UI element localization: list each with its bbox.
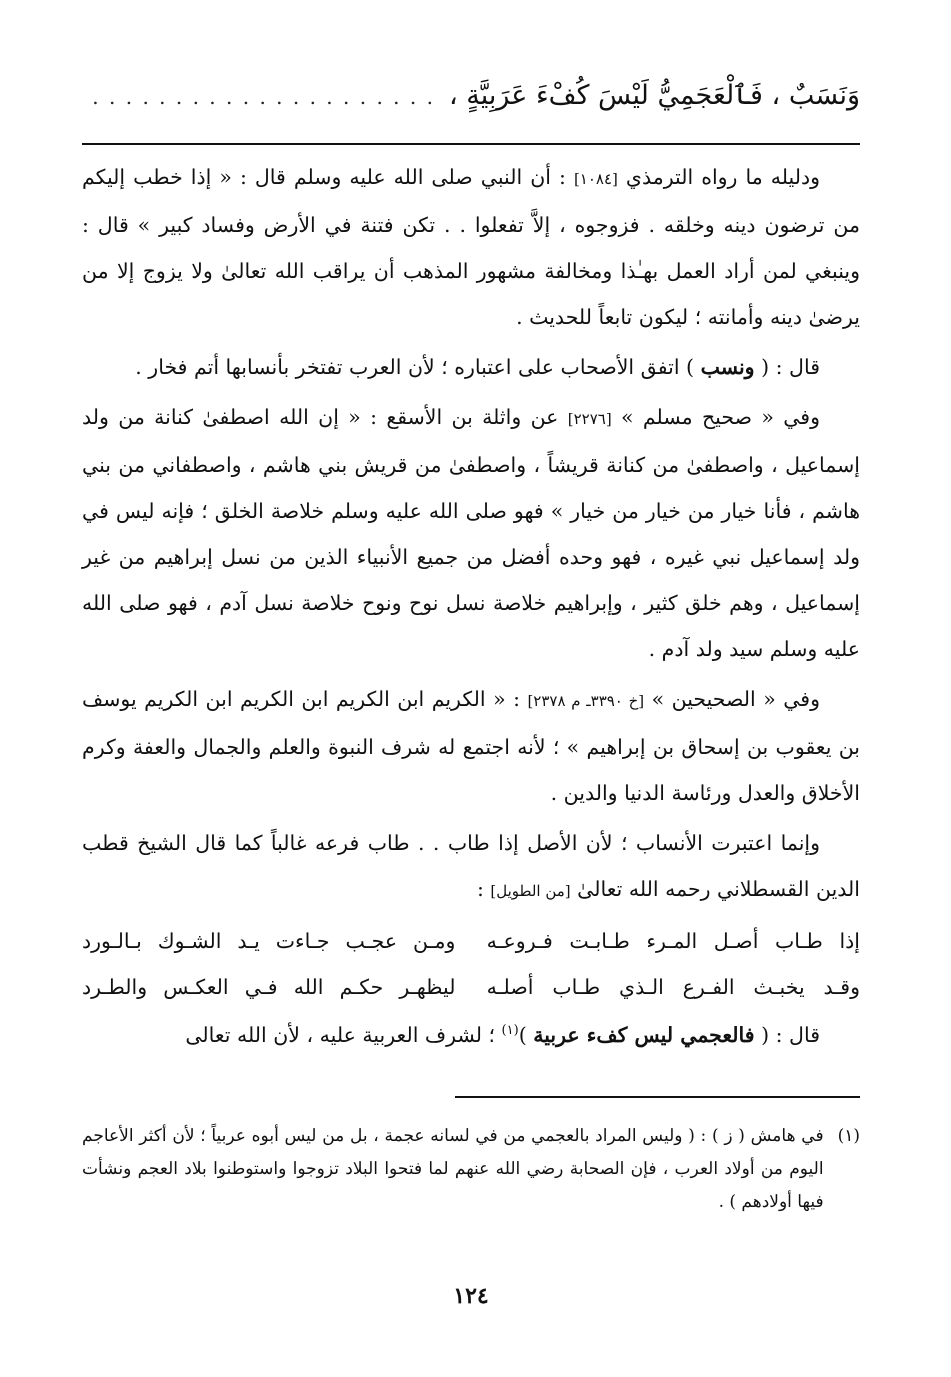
poem-verse bbox=[82, 918, 860, 964]
paragraph-text: قال : ( bbox=[754, 355, 820, 379]
paragraph-text: ) اتفق الأصحاب على اعتباره ؛ لأن العرب تفتخر بأنسابها أتم فخار . bbox=[135, 355, 701, 379]
paragraph-text: : bbox=[476, 877, 491, 901]
poem bbox=[82, 918, 860, 1010]
matn-term: فالعجمي ليس كفء عربية bbox=[533, 1023, 755, 1047]
hadith-reference: [١٠٨٤] bbox=[573, 170, 618, 188]
running-header-title: وَنَسَبٌ ، فَٱلْعَجَمِيُّ لَيْسَ كُفْءَ عَرَبِيَّةٍ ، bbox=[448, 80, 860, 111]
paragraph-nasab bbox=[82, 344, 860, 390]
main-text bbox=[82, 154, 860, 1058]
footnote-marker-link[interactable]: (١) bbox=[501, 1023, 519, 1039]
paragraph-text: ) bbox=[518, 1023, 534, 1047]
footnote bbox=[82, 1120, 860, 1219]
verse-first-hemistich: إذا طـاب أصـل المـرء طـابـت فـروعـه bbox=[486, 929, 860, 953]
meter-reference: [من الطويل] bbox=[490, 882, 571, 900]
running-header bbox=[82, 72, 860, 124]
page-number: ١٢٤ bbox=[453, 1283, 489, 1309]
paragraph-sahih-muslim bbox=[82, 394, 860, 672]
verse-second-hemistich: ليظهـر حكـم الله فـي العكـس والطـرد bbox=[82, 975, 456, 999]
paragraph-text: : « الكريم ابن الكريم ابن الكريم ابن الكريم يوسف بن يعقوب بن إسحاق بن إبراهيم » ؛ لأنه اجتمع له شرف النبوة والعلم والجمال والعفة وكرم الأخلاق والعدل ورئاسة الدنيا والدين . bbox=[82, 687, 860, 805]
footnote-divider bbox=[455, 1096, 860, 1098]
paragraph-text: وفي « الصحيحين » bbox=[644, 687, 820, 711]
paragraph-text: : أن النبي صلى الله عليه وسلم قال : « إذا خطب إليكم من ترضون دينه وخلقه . فزوجوه ، إلاَّ تفعلوا . . تكن فتنة في الأرض وفساد كبير » قال : وينبغي لمن أراد العمل بهـٰذا ومخالفة مشهور المذهب أن يراقب الله تعالىٰ ولا يزوج إلا من يرضىٰ دينه وأمانته ؛ ليكون تابعاً للحديث . bbox=[82, 165, 860, 329]
poem-verse bbox=[82, 964, 860, 1010]
book-page bbox=[82, 0, 860, 1377]
paragraph-ansab bbox=[82, 820, 860, 914]
paragraph-ajami bbox=[82, 1012, 860, 1058]
footnote-text: في هامش ( ز ) : ( وليس المراد بالعجمي من في لسانه عجمة ، بل من ليس أبوه عربياً ؛ لأن أكثر الأعاجم اليوم من أولاد العرب ، فإن الصحابة رضي الله عنهم لما فتحوا البلاد تزوجوا واستوطنوا بلاد العجم ونشأت فيها أولادهم ) . bbox=[82, 1126, 824, 1212]
hadith-reference: [خ ٣٣٩٠ـ م ٢٣٧٨] bbox=[527, 692, 645, 710]
paragraph-sahihayn bbox=[82, 676, 860, 816]
paragraph-text: وفي « صحيح مسلم » bbox=[611, 405, 820, 429]
paragraph-text: قال : ( bbox=[754, 1023, 820, 1047]
paragraph-tirmidhi-hadith bbox=[82, 154, 860, 340]
paragraph-text: عن واثلة بن الأسقع : « إن الله اصطفىٰ كنانة من ولد إسماعيل ، واصطفىٰ من كنانة قريشاً ، واصطفىٰ من قريش بني هاشم ، واصطفاني من بني هاشم ، فأنا خيار من خيار من خيار » فهو صلى الله عليه وسلم خلاصة الخلق ؛ فإنه ليس في ولد إسماعيل نبي غيره ، فهو وحده أفضل من جميع الأنبياء الذين من نسل إبراهيم من غير إسماعيل ، وهم خلق كثير ، وإبراهيم خلاصة نسل نوح ونوح خلاصة نسل آدم ، فهو صلى الله عليه وسلم سيد ولد آدم . bbox=[82, 405, 860, 661]
footnote-number: (١) bbox=[837, 1126, 860, 1146]
paragraph-text: وإنما اعتبرت الأنساب ؛ لأن الأصل إذا طاب . . طاب فرعه غالباً كما قال الشيخ قطب الدين القسطلاني رحمه الله تعالىٰ bbox=[82, 831, 860, 901]
running-header-dots: . . . . . . . . . . . . . . . . . . . . . bbox=[92, 85, 435, 109]
paragraph-text: ودليله ما رواه الترمذي bbox=[617, 165, 820, 189]
matn-term: ونسب bbox=[700, 355, 755, 379]
verse-first-hemistich: وقـد يخبـث الفـرع الـذي طـاب أصلـه bbox=[486, 975, 860, 999]
paragraph-text: ؛ لشرف العربية عليه ، لأن الله تعالى bbox=[185, 1023, 502, 1047]
hadith-reference: [٢٢٧٦] bbox=[567, 410, 612, 428]
header-divider bbox=[82, 143, 860, 145]
verse-second-hemistich: ومـن عجـب جـاءت يـد الشـوك بـالـورد bbox=[82, 929, 456, 953]
